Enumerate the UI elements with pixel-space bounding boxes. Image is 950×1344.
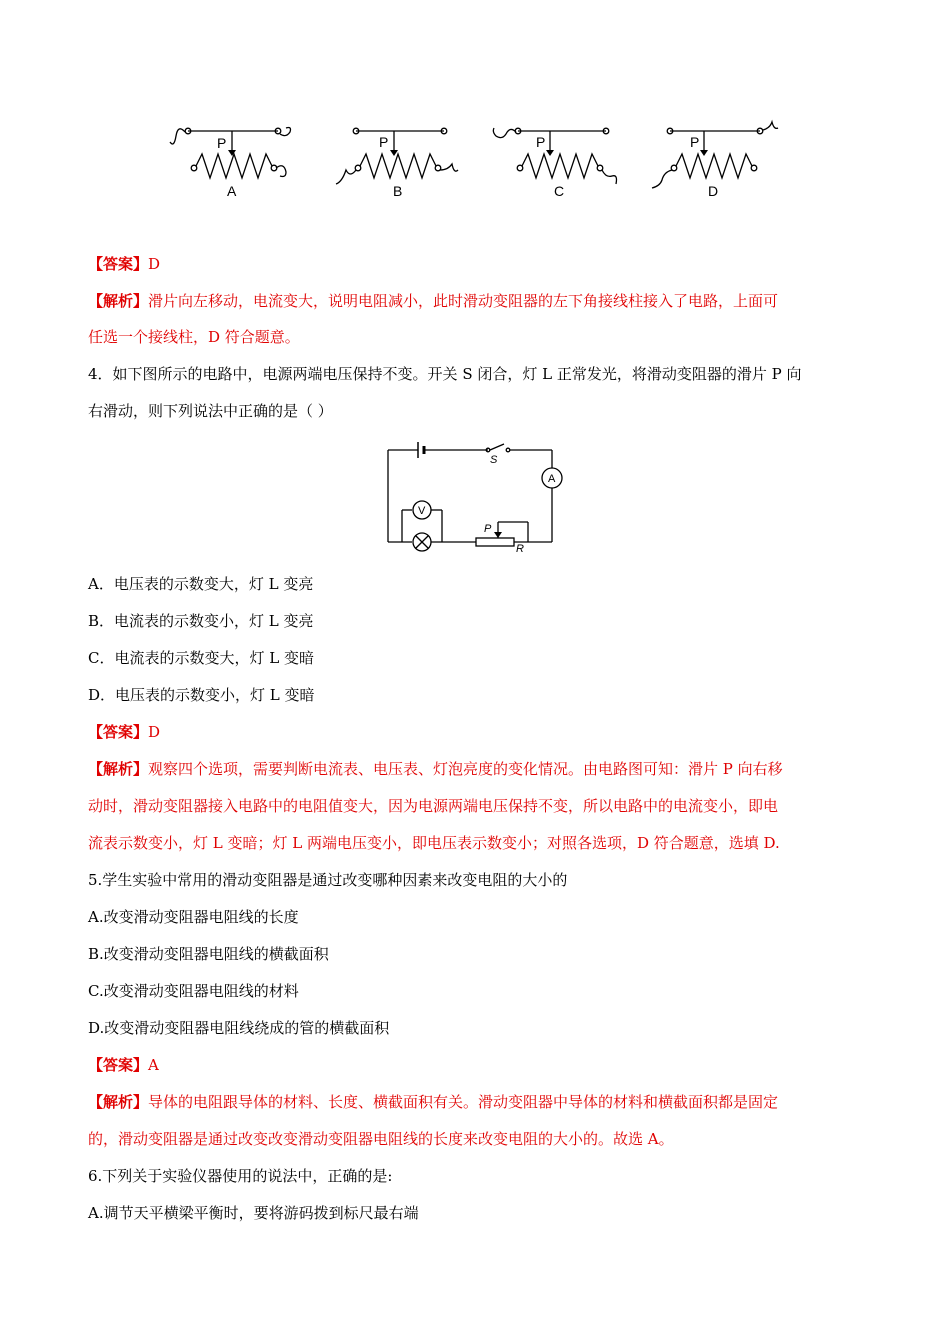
- q5-option-a: A.改变滑动变阻器电阻线的长度: [88, 908, 299, 926]
- q5-analysis-line-1: 【解析】导体的电阻跟导体的材料、长度、横截面积有关。滑动变阻器中导体的材料和横截面积都是固定: [88, 1093, 779, 1111]
- option-letter-b: B: [393, 183, 403, 199]
- q5-answer: [88, 1055, 159, 1075]
- answer-value: A: [148, 1056, 159, 1074]
- q4-stem-line-1: 4．如下图所示的电路中，电源两端电压保持不变。开关 S 闭合，灯 L 正常发光，将滑动变阻器的滑片 P 向: [88, 365, 802, 383]
- q5-option-c: C.改变滑动变阻器电阻线的材料: [88, 982, 299, 1000]
- q5-analysis-line-2: 的，滑动变阻器是通过改变改变滑动变阻器电阻线的长度来改变电阻的大小的。故选 A。: [88, 1130, 674, 1148]
- q6-stem: 6.下列关于实验仪器使用的说法中，正确的是:: [88, 1167, 393, 1185]
- q4-analysis-line-2: 动时，滑动变阻器接入电路中的电阻值变大，因为电源两端电压保持不变，所以电路中的电流变小，即电: [88, 797, 779, 815]
- slider-label-b: P: [379, 134, 389, 150]
- answer-value: D: [148, 255, 161, 273]
- answer-tag: 【答案】: [88, 723, 149, 741]
- q3-analysis-line-2: 任选一个接线柱，D 符合题意。: [88, 328, 300, 346]
- rheostat-option-b: [336, 128, 458, 184]
- q5-option-d: D.改变滑动变阻器电阻线绕成的管的横截面积: [88, 1019, 390, 1037]
- slider-label: P: [484, 523, 492, 535]
- ammeter-label: A: [548, 473, 556, 485]
- q3-answer: [88, 254, 160, 274]
- analysis-tag: 【解析】: [88, 292, 149, 310]
- option-letter-c: C: [554, 183, 565, 199]
- q5-stem: 5.学生实验中常用的滑动变阻器是通过改变哪种因素来改变电阻的大小的: [88, 871, 568, 889]
- q5-option-b: B.改变滑动变阻器电阻线的横截面积: [88, 945, 329, 963]
- q4-option-b: B．电流表的示数变小，灯 L 变亮: [88, 612, 314, 630]
- q6-option-a: A.调节天平横梁平衡时，要将游码拨到标尺最右端: [88, 1204, 419, 1222]
- answer-tag: 【答案】: [88, 1056, 149, 1074]
- rheostat-label: R: [516, 543, 524, 554]
- switch-label: S: [490, 454, 498, 466]
- q4-option-c: C．电流表的示数变大，灯 L 变暗: [88, 649, 314, 667]
- rheostat-option-d: [652, 122, 778, 188]
- q4-circuit-diagram: [380, 438, 570, 554]
- q3-analysis-line-1: 【解析】滑片向左移动，电流变大，说明电阻减小，此时滑动变阻器的左下角接线柱接入了电路，上面可: [88, 292, 779, 310]
- slider-label-c: P: [536, 134, 546, 150]
- rheostat-option-c: [493, 128, 616, 184]
- option-letter-a: A: [227, 183, 237, 199]
- q4-stem-line-2: 右滑动，则下列说法中正确的是（ ）: [88, 402, 333, 420]
- answer-value: D: [148, 723, 161, 741]
- option-letter-d: D: [708, 183, 719, 199]
- slider-label-d: P: [690, 134, 700, 150]
- analysis-tag: 【解析】: [88, 760, 149, 778]
- answer-tag: 【答案】: [88, 255, 149, 273]
- slider-label-a: P: [217, 135, 227, 151]
- q4-answer: [88, 722, 160, 742]
- q4-analysis-line-1: 【解析】观察四个选项，需要判断电流表、电压表、灯泡亮度的变化情况。由电路图可知：滑片 P 向右移: [88, 760, 783, 778]
- q4-analysis-line-3: 流表示数变小，灯 L 变暗；灯 L 两端电压变小，即电压表示数变小；对照各选项，D 符合题意，选填 D.: [88, 834, 780, 852]
- q4-option-a: A．电压表的示数变大，灯 L 变亮: [88, 575, 314, 593]
- analysis-tag: 【解析】: [88, 1093, 149, 1111]
- rheostat-options-figure: [160, 118, 800, 204]
- voltmeter-label: V: [418, 505, 426, 517]
- q4-option-d: D．电压表的示数变小，灯 L 变暗: [88, 686, 315, 704]
